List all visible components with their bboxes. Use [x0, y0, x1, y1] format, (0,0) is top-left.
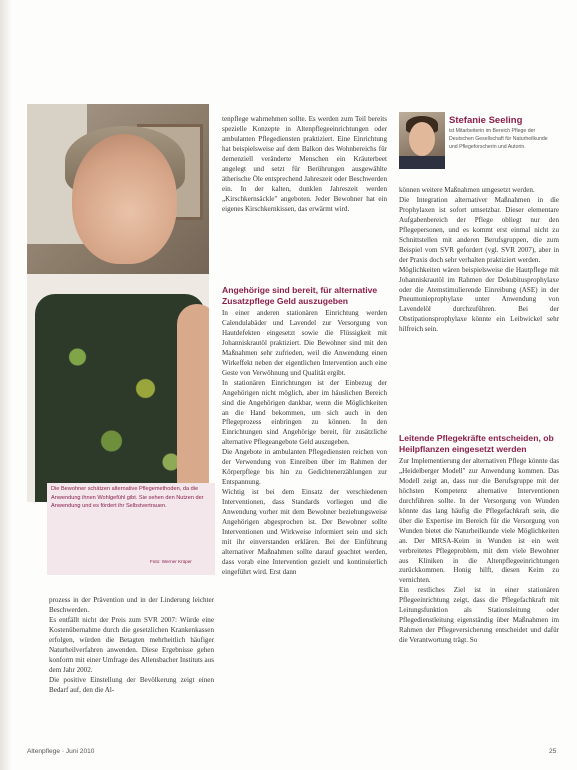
photo-arm: [177, 304, 209, 502]
main-photo: [27, 104, 209, 502]
paragraph: In einer anderen stationären Einrichtung werden Calendulabäder und Lavendel zur Versorgung von Hautdefekten eingesetzt sowie die Flüssigkeit mit Johanniskrautöl praktiziert. Die Bewohner sind mit den Maßnahmen sehr zufrieden, weil die Anwendung einen Wirkeffekt neben der eigentlichen Intervention auch eine Geste von Verwöhnung und Qualität ergibt.: [222, 309, 387, 377]
photo-caption: Die Bewohner schätzen alternative Pflegemethoden, da die Anwendung ihnen Wohlgefühl gibt. Sie sehen den Nutzen der Anwendung und es fördert ihr Selbstvertrauen.: [51, 486, 204, 510]
column-1: [49, 596, 214, 696]
paragraph: Die positive Einstellung der Bevölkerung zeigt einen Bedarf auf, den die Al-: [49, 675, 214, 694]
paragraph: Möglichkeiten wären beispielsweise die Hautpflege mit Johanniskrautöl im Rahmen der Dekubitusprophylaxe oder die Atemstimulierende Einreibung (ASE) in der Pneumonieprophylaxe unter Anwendung von Lavendelöl durchzuführen. Bei der Obstipationsprophylaxe könnte ein Leibwickel sehr hilfreich sein.: [399, 265, 559, 334]
paragraph: Die Integration alternativer Maßnahmen in die Prophylaxen ist sofort umsetzbar. Dieser elementare Aufgabenbereich der Pflege obliegt nur den Pflegepersonen, und es kommt erst einmal nicht zu Schnittstellen mit anderen Berufsgruppen, die zum Beispiel vom SVR gefordert (vgl. SVR 2007), aber in der Praxis doch sehr verhalten praktiziert werden.: [399, 195, 559, 264]
column-3-lower: [399, 457, 559, 749]
page-number: 25: [549, 748, 557, 755]
author-bio: ist Mitarbeiterin im Bereich Pflege der Deutschen Gesellschaft für Naturheilkunde und Pflegeforscherin und Autorin.: [449, 128, 548, 150]
paragraph: In stationären Einrichtungen ist der Einbezug der Angehörigen nicht möglich, aber im häuslichen Bereich sind die Angehörigen dankbar, wenn die Möglichkeiten an die Hand bekommen, um sich auch in den Pflegeprozess einbringen zu können. In den Einrichtungen sind Angehörige bereit, für zusätzliche alternative Pflegeangebote Geld auszugeben.: [222, 378, 387, 447]
scan-shadow: [0, 0, 12, 770]
column-2: [222, 115, 387, 285]
column-2-lower: [222, 309, 387, 749]
author-photo: [399, 112, 445, 169]
paragraph: Es entfällt nicht der Preis zum SVR 2007: Würde eine Kostenübernahme durch die gesetzlichen Krankenkassen erfolgen, würden die Betagten mehrheitlich häufiger Naturheilverfahren anwenden. Diese Ergebnisse gehen konform mit einer Umfrage des Allensbacher Instituts aus dem Jahr 2002.: [49, 615, 214, 674]
paragraph: prozess in der Prävention und in der Linderung leichter Beschwerden.: [49, 596, 214, 614]
photo-head: [72, 134, 177, 264]
author-face: [409, 122, 435, 156]
paragraph: tenpflege wahrnehmen sollte. Es werden zum Teil bereits spezielle Konzepte in Altenpflegeeinrichtungen oder ambulanten Pflegediensten praktiziert. Eine Einrichtung hat beispielsweise auf dem Balkon des Wohnbereichs für demenziell veränderte Menschen ein Kräuterbeet angelegt und setzt für Berührungen ausgewählte ätherische Öle entsprechend Jahreszeit oder Beschwerden ein. In der kalten, dunklen Jahreszeit werden „Kirschkernsäckle" angeboten. Jeder Bewohner hat ein eigenes Kirschkernkissen, das erwärmt wird.: [222, 115, 387, 213]
paragraph: Wichtig ist bei dem Einsatz der verschiedenen Interventionen, dass Standards vorliegen und die Anwendung vorher mit dem Bewohner beziehungsweise Angehörigen abgesprochen ist. Der Bewohner sollte Interventionen und Wirkweise informiert sein und sich mit ihr einverstanden erklären. Bei der Einführung alternativer Maßnahmen sollte darauf geachtet werden, dass vorab eine Intervention gezielt und kontinuierlich eingeführt wird. Erst dann: [222, 488, 387, 576]
section-heading: Angehörige sind bereit, für alternative Zusatzpflege Geld auszugeben: [222, 285, 378, 306]
author-suit: [399, 156, 445, 169]
paragraph: können weitere Maßnahmen umgesetzt werden.: [399, 186, 535, 194]
footer-publication: Altenpflege · Juni 2010: [27, 748, 95, 755]
column-3: [399, 186, 559, 431]
section-heading: Leitende Pflegekräfte entscheiden, ob Heilpflanzen eingesetzt werden: [399, 433, 554, 454]
paragraph: Ein restliches Ziel ist in einer stationären Pflegeeinrichtung zeigt, dass die Pflegefachkraft mit Leitungsfunktion als Stationsleitung oder Pflegedienstleitung eigenständig über Maßnahmen im Rahmen der Pflegeversicherung entscheidet und dafür die Verantwortung trägt. So: [399, 586, 559, 645]
paragraph: Die Angebote in ambulanten Pflegediensten reichen von der Verwendung von Einreiben über im Rahmen der Körperpflege bis hin zu Gedichtenerzählungen zur Entspannung.: [222, 448, 387, 487]
photo-credit: Foto: Werner Krüper: [150, 559, 192, 564]
paragraph: Zur Implementierung der alternativen Pflege könnte das „Heidelberger Modell" zur Anwendung kommen. Das Modell zeigt an, dass nur die Berufsgruppe mit der höchsten Kompetenz alternative Interventionen durchführen sollte. In der Versorgung von Wunden könnte das lang häufig die Pflegefachkraft sein, die über die Expertise im Bereich für die Versorgung von Wunden bietet die Naturheilkunde viele Möglichkeiten an. Der MRSA-Keim in Wunden ist ein weit verbreitetes Pflegeproblem, mit dem viele Bewohner aus Kliniken in die Altenpflegeeinrichtungen zurückkommen. Honig hilft, diesen Keim zu vernichten.: [399, 457, 559, 585]
author-name: Stefanie Seeling: [449, 115, 523, 126]
